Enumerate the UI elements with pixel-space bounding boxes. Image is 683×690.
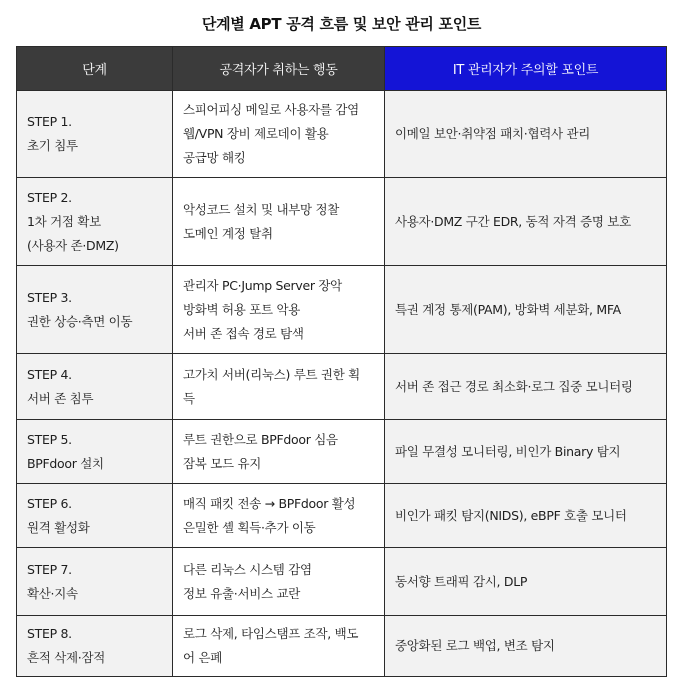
table-row [17, 548, 667, 616]
table-row [17, 616, 667, 677]
step-text: STEP 6. [27, 495, 72, 511]
step-text: 서버 존 침투 [27, 390, 94, 406]
step-cell [17, 91, 173, 178]
step-text: STEP 2. [27, 189, 72, 205]
it-point-cell: 사용자·DMZ 구간 EDR, 동적 자격 증명 보호 [385, 178, 667, 266]
action-text: 정보 유출·서비스 교란 [183, 585, 300, 601]
action-text: 득 [183, 390, 195, 406]
step-text: 확산·지속 [27, 585, 78, 601]
step-text: 권한 상승·측면 이동 [27, 313, 133, 329]
attacker-action-cell [173, 354, 385, 420]
action-text: 악성코드 설치 및 내부망 정찰 [183, 201, 339, 217]
step-text: 1차 거점 확보 [27, 213, 101, 229]
it-point-cell: 동서향 트래픽 감시, DLP [385, 548, 667, 616]
table-row [17, 420, 667, 484]
apt-table [16, 46, 667, 677]
header-it-point: IT 관리자가 주의할 포인트 [385, 47, 667, 91]
step-text: (사용자 존·DMZ) [27, 237, 119, 253]
action-text: 서버 존 접속 경로 탐색 [183, 325, 304, 341]
attacker-action-cell [173, 616, 385, 677]
table-body [17, 91, 667, 677]
attacker-action-cell [173, 178, 385, 266]
table-row [17, 178, 667, 266]
step-text: 초기 침투 [27, 138, 78, 153]
attacker-action-cell [173, 484, 385, 548]
step-text: BPFdoor 설치 [27, 455, 104, 471]
table-row [17, 354, 667, 420]
table-row [17, 266, 667, 354]
header-step: 단계 [17, 47, 173, 91]
step-text: STEP 8. [27, 626, 72, 641]
attacker-action-cell [173, 548, 385, 616]
attacker-action-cell [173, 266, 385, 354]
step-cell [17, 178, 173, 266]
it-point-cell: 비인가 패킷 탐지(NIDS), eBPF 호출 모니터 [385, 484, 667, 548]
action-text: 은밀한 셸 획득·추가 이동 [183, 519, 316, 535]
table-row [17, 91, 667, 178]
it-point-cell: 서버 존 접근 경로 최소화·로그 집중 모니터링 [385, 354, 667, 420]
page-title: 단계별 APT 공격 흐름 및 보안 관리 포인트 [201, 15, 482, 33]
action-text: 방화벽 허용 포트 악용 [183, 301, 300, 317]
step-cell [17, 266, 173, 354]
step-cell [17, 616, 173, 677]
action-text: 공급망 해킹 [183, 150, 246, 165]
action-text: 어 은폐 [183, 650, 222, 665]
step-cell [17, 420, 173, 484]
table-row [17, 484, 667, 548]
attacker-action-cell [173, 420, 385, 484]
step-text: STEP 3. [27, 289, 72, 305]
step-text: 흔적 삭제·잠적 [27, 650, 105, 665]
it-point-cell: 중앙화된 로그 백업, 변조 탐지 [385, 616, 667, 677]
step-cell [17, 548, 173, 616]
action-text: 스피어피싱 메일로 사용자를 감염 [183, 102, 359, 117]
step-text: 원격 활성화 [27, 519, 90, 535]
attacker-action-cell [173, 91, 385, 178]
it-point-cell: 이메일 보안·취약점 패치·협력사 관리 [385, 91, 667, 178]
action-text: 로그 삭제, 타임스탬프 조작, 백도 [183, 626, 359, 641]
action-text: 다른 리눅스 시스템 감염 [183, 561, 312, 577]
action-text: 잠복 모드 유지 [183, 455, 261, 471]
header-attacker-action: 공격자가 취하는 행동 [173, 47, 385, 91]
table-header-row [17, 47, 667, 91]
step-cell [17, 354, 173, 420]
step-cell [17, 484, 173, 548]
it-point-cell: 특권 계정 통제(PAM), 방화벽 세분화, MFA [385, 266, 667, 354]
step-text: STEP 4. [27, 366, 72, 382]
step-text: STEP 5. [27, 431, 72, 447]
action-text: 고가치 서버(리눅스) 루트 권한 획 [183, 366, 360, 382]
step-text: STEP 7. [27, 561, 72, 577]
action-text: 도메인 계정 탈취 [183, 225, 273, 241]
action-text: 관리자 PC·Jump Server 장악 [183, 277, 342, 293]
action-text: 매직 패킷 전송 → BPFdoor 활성 [183, 495, 356, 511]
action-text: 루트 권한으로 BPFdoor 심음 [183, 431, 338, 447]
action-text: 웹/VPN 장비 제로데이 활용 [183, 126, 329, 141]
step-text: STEP 1. [27, 114, 72, 129]
it-point-cell: 파일 무결성 모니터링, 비인가 Binary 탐지 [385, 420, 667, 484]
